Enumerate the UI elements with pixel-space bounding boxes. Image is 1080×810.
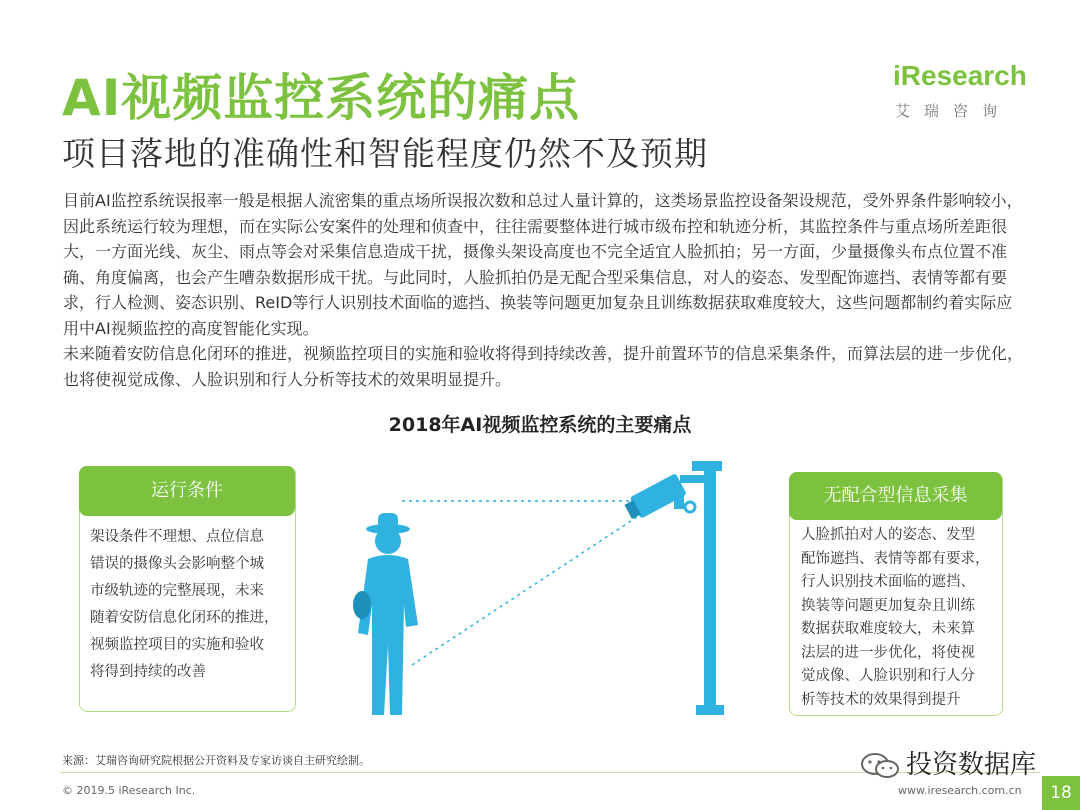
right-card-line: 人脸抓拍对人的姿态、发型 [801,527,975,543]
diagram-title: 2018年AI视频监控系统的主要痛点 [388,414,692,436]
right-card-line: 析等技术的效果得到提升 [801,691,961,708]
right-card-line: 法层的进一步优化，将使视 [801,644,975,661]
left-card-line: 错误的摄像头会影响整个城 [90,556,264,572]
body-paragraph-1: 目前AI监控系统误报率一般是根据人流密集的重点场所误报次数和总过人量计算的，这类场景监控设备架设规范，受外界条件影响较小，因此系统运行较为理想，而在实际公安案件的处理和侦查中，往往需要整体进行城市级布控和轨迹分析，其监控条件与重点场所差距很大，一方面光线、灰尘、雨点等会对采集信息造成干扰，摄像头架设高度也不完全适宜人脸抓拍；另一方面，少量摄像头布点位置不准确、角度偏离，也会产生嘈杂数据形成干扰。与此同时，人脸抓拍仍是无配合型采集信息，对人的姿态、发型配饰遮挡、表情等都有要求，行人检测、姿态识别、ReID等行人识别技术面临的遮挡、换装等问题更加复杂且训练数据获取难度较大，这些问题都制约着实际应用中AI视频监控的高度智能化实现。 [63,191,1023,338]
camera-joint [685,502,695,512]
page-title: AI视频监控系统的痛点 [62,69,581,127]
page-number: 18 [1042,776,1080,810]
left-card-line: 将得到持续的改善 [90,664,206,680]
source-note: 来源：艾瑞咨询研究院根据公开资料及专家访谈自主研究绘制。 [62,754,370,767]
person-silhouette [353,513,418,715]
watermark-text: 投资数据库 [906,750,1037,780]
page-subtitle: 项目落地的准确性和智能程度仍然不及预期 [62,134,708,173]
website-link[interactable]: www.iresearch.com.cn [898,784,1022,797]
logo-subtext: 艾瑞咨询 [895,102,1012,120]
logo-brand: iResearch [893,60,1027,91]
pole-base [696,705,724,715]
wechat-icon [860,751,900,781]
camera-mount [674,495,684,509]
iresearch-logo [893,60,1033,124]
left-card-line: 视频监控项目的实施和验收 [90,637,264,653]
left-card-line: 市级轨迹的完整展现，未来 [90,583,264,599]
body-text [63,188,1028,392]
pole-cap [692,461,722,471]
left-card-line: 架设条件不理想、点位信息 [90,529,264,545]
right-card-line: 配饰遮挡、表情等都有要求， [801,550,990,567]
right-card-line: 觉成像、人脸识别和行人分 [801,668,975,684]
right-card-body [801,524,990,712]
surveillance-illustration [340,455,740,725]
camera-pole [704,463,716,715]
right-card-header: 无配合型信息采集 [789,472,1002,520]
body-paragraph-2: 未来随着安防信息化闭环的推进，视频监控项目的实施和验收将得到持续改善，提升前置环节的信息采集条件，而算法层的进一步优化，也将使视觉成像、人脸识别和行人分析等技术的效果明显提升。 [63,344,1024,389]
left-card-body [90,524,279,686]
right-card-line: 行人识别技术面临的遮挡、 [801,574,975,590]
right-card-line: 换装等问题更加复杂且训练 [801,597,975,614]
copyright: © 2019.5 iResearch Inc. [62,784,196,797]
left-card-header: 运行条件 [79,466,295,516]
right-card-line: 数据获取难度较大，未来算 [801,621,975,637]
camera-view-line-bottom [412,515,640,665]
camera-arm [680,475,706,483]
watermark [860,744,1036,781]
left-card-line: 随着安防信息化闭环的推进， [90,610,279,626]
